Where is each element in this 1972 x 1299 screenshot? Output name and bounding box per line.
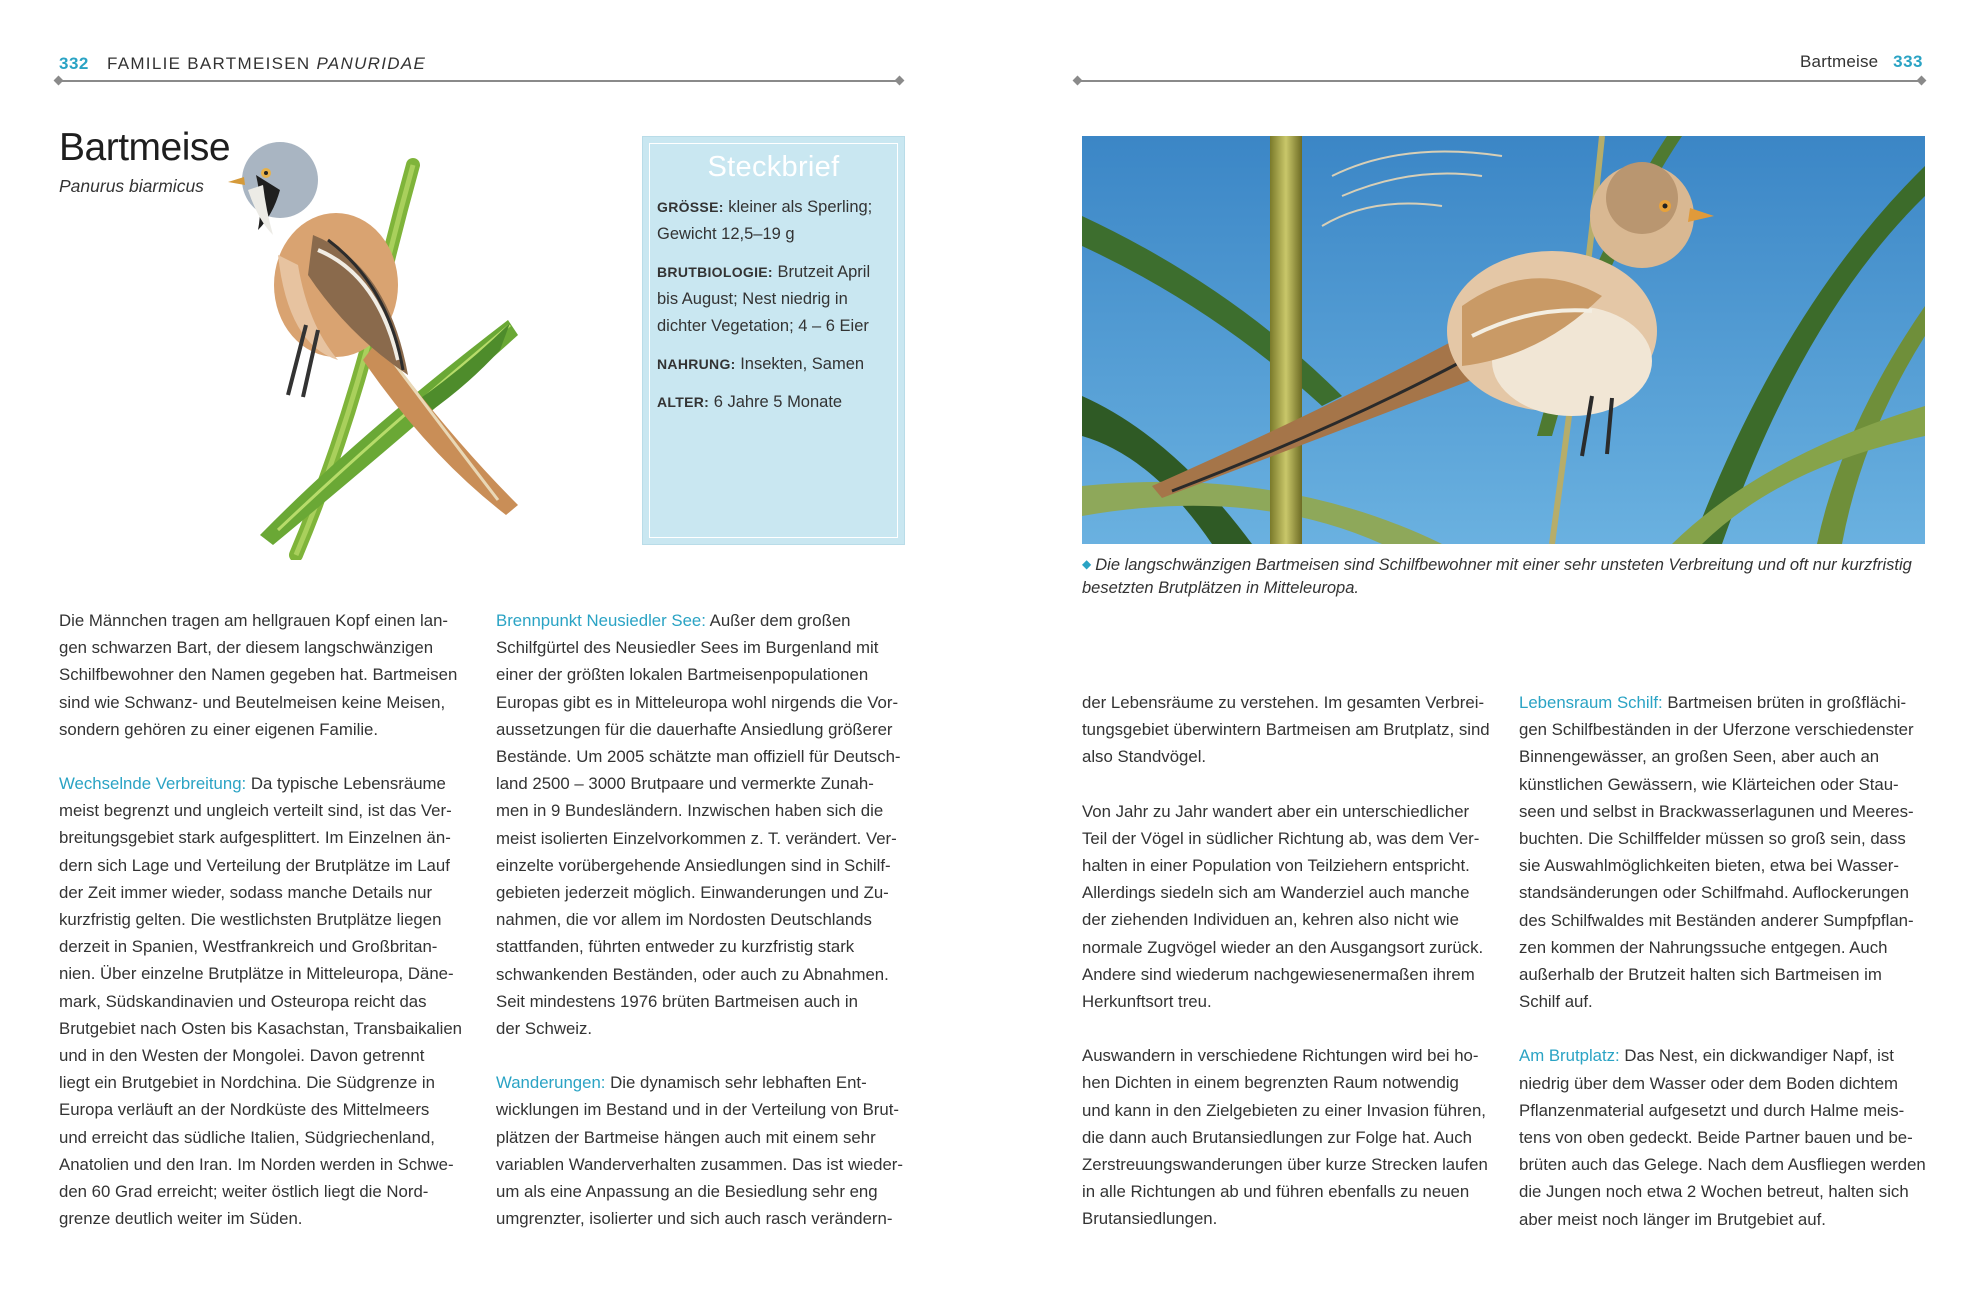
- text-line: sie Auswahlmöglichkeiten bieten, etwa bei Wasser-: [1519, 856, 1899, 876]
- bird-photo: [1082, 136, 1925, 544]
- left-header-text: FAMILIE BARTMEISEN: [106, 54, 311, 73]
- text-line: tungsgebiet überwintern Bartmeisen am Brutplatz, sind: [1082, 720, 1490, 740]
- left-header-rule: [59, 80, 899, 82]
- text-line: liegt ein Brutgebiet in Nordchina. Die Südgrenze in: [59, 1073, 435, 1093]
- text-line: variablen Wanderverhalten zusammen. Das ist wieder-: [496, 1154, 903, 1174]
- text-line: mark, Südskandinavien und Osteuropa reicht das: [59, 991, 427, 1011]
- text-line: den 60 Grad erreicht; weiter östlich liegt die Nord-: [59, 1182, 429, 1202]
- text-line: gen Schilfbeständen in der Uferzone verschiedenster: [1519, 720, 1914, 740]
- text-column-4: [1519, 689, 1929, 1260]
- text-line: um als eine Anpassung an die Besiedlung sehr eng: [496, 1182, 878, 1202]
- text-line: Pflanzenmaterial aufgesetzt und durch Halme meis-: [1519, 1100, 1905, 1120]
- text-line: Europa verläuft an der Nordküste des Mittelmeers: [59, 1100, 430, 1120]
- fact-breeding: BRUTBIOLOGIE: Brutzeit April bis August; Nest niedrig in dichter Vegetation; 4 – 6 Eier: [657, 263, 871, 335]
- text-column-3: [1082, 689, 1492, 1260]
- fact-food: NAHRUNG: Insekten, Samen: [657, 355, 865, 373]
- text-line: künstlichen Gewässern, wie Klärteichen oder Stau-: [1519, 774, 1899, 794]
- left-header-italic: PANURIDAE: [316, 54, 427, 73]
- text-line: grenze deutlich weiter im Süden.: [59, 1209, 303, 1229]
- paragraph: [59, 770, 469, 1232]
- text-line: brüten auch das Gelege. Nach dem Ausfliegen werden: [1519, 1155, 1926, 1175]
- paragraph-keyword: Brennpunkt Neusiedler See:: [496, 611, 706, 630]
- text-line: nahmen, die vor allem im Nordosten Deutschlands: [496, 910, 872, 930]
- right-header-rule: [1078, 80, 1921, 82]
- text-line: breitungsgebiet stark aufgesplittert. Im Einzelnen än-: [59, 828, 451, 848]
- text-line: standsänderungen oder Schilfmahd. Auflockerungen: [1519, 883, 1909, 903]
- text-line: aber meist noch länger im Brutgebiet auf.: [1519, 1209, 1826, 1229]
- text-line: Binnengewässer, an großen Seen, aber auch an: [1519, 747, 1880, 767]
- text-line: Herkunftsort treu.: [1082, 992, 1212, 1012]
- text-line: gebieten jederzeit möglich. Einwanderungen und Zu-: [496, 883, 889, 903]
- left-page-number: 332: [59, 54, 89, 73]
- text-line: plätzen der Bartmeise hängen auch mit einem sehr: [496, 1127, 876, 1147]
- text-line: Schilfgürtel des Neusiedler Sees im Burgenland mit: [496, 638, 879, 658]
- paragraph: [496, 1069, 906, 1232]
- text-line: hen Dichten in einem begrenzten Raum notwendig: [1082, 1073, 1459, 1093]
- paragraph: [1082, 798, 1492, 1016]
- text-line: stattfanden, führten entweder zu kurzfristig stark: [496, 937, 855, 957]
- text-line: Brutansiedlungen.: [1082, 1209, 1218, 1229]
- paragraph-keyword: Lebensraum Schilf:: [1519, 693, 1663, 712]
- paragraph: [59, 607, 469, 743]
- text-line: und kann in den Zielgebieten zu einer Invasion führen,: [1082, 1100, 1486, 1120]
- text-line: dern sich Lage und Verteilung der Brutplätze im Lauf: [59, 855, 450, 875]
- text-line: Außer dem großen: [709, 611, 851, 630]
- text-line: derzeit in Spanien, Westfrankreich und Großbritan-: [59, 937, 438, 957]
- text-line: umgrenzter, isolierter und sich auch rasch verändern-: [496, 1209, 893, 1229]
- fact-box-heading: Steckbrief: [707, 151, 840, 183]
- text-line: sind wie Schwanz- und Beutelmeisen keine Meisen,: [59, 692, 446, 712]
- text-line: niedrig über dem Wasser oder dem Boden dichtem: [1519, 1073, 1899, 1093]
- text-line: Andere sind wiederum nachgewiesenermaßen ihrem: [1082, 964, 1475, 984]
- text-line: einer der größten lokalen Bartmeisenpopulationen: [496, 665, 869, 685]
- text-line: Europas gibt es in Mitteleuropa wohl nirgends die Vor-: [496, 692, 899, 712]
- text-line: der Schweiz.: [496, 1019, 593, 1039]
- text-line: wicklungen im Bestand und in der Verteilung von Brut-: [496, 1100, 899, 1120]
- text-line: und in den Westen der Mongolei. Davon getrennt: [59, 1046, 425, 1066]
- text-line: des Schilfwaldes mit Beständen anderer Sumpfpflan-: [1519, 910, 1914, 930]
- right-running-head: [1800, 52, 1923, 72]
- text-line: halten in einer Population von Teilziehern entspricht.: [1082, 856, 1470, 876]
- fact-age: ALTER: 6 Jahre 5 Monate: [657, 393, 843, 411]
- text-line: Seit mindestens 1976 brüten Bartmeisen auch in: [496, 991, 858, 1011]
- text-line: zen kommen der Nahrungssuche entgegen. Auch: [1519, 937, 1888, 957]
- text-line: tens von oben gedeckt. Beide Partner bauen und be-: [1519, 1128, 1913, 1148]
- text-line: die Jungen noch etwa 2 Wochen betreut, halten sich: [1519, 1182, 1909, 1202]
- paragraph: [1519, 689, 1929, 1015]
- text-line: Da typische Lebensräume: [250, 774, 446, 794]
- text-line: Schilfbewohner den Namen gegeben hat. Bartmeisen: [59, 665, 458, 685]
- text-column-2: [496, 607, 906, 1259]
- paragraph-keyword: Wechselnde Verbreitung:: [59, 774, 247, 794]
- text-line: und erreicht das südliche Italien, Südgriechenland,: [59, 1127, 435, 1147]
- text-line: also Standvögel.: [1082, 747, 1207, 767]
- paragraph-keyword: Am Brutplatz:: [1519, 1046, 1620, 1066]
- text-line: Schilf auf.: [1519, 992, 1593, 1012]
- text-line: Allerdings siedeln sich am Wanderziel auch manche: [1082, 883, 1470, 903]
- text-line: außerhalb der Brutzeit halten sich Bartmeisen im: [1519, 965, 1882, 985]
- right-page-number: 333: [1893, 52, 1923, 71]
- text-line: sondern gehören zu einer eigenen Familie.: [59, 719, 379, 739]
- caption-text: Die langschwänzigen Bartmeisen sind Schilfbewohner mit einer sehr unsteten Verbreitung und oft nur kurzfristig besetzten Brutplätzen in Mitteleuropa.: [1082, 556, 1912, 597]
- paragraph: [1519, 1042, 1929, 1232]
- paragraph: [496, 607, 906, 1042]
- text-line: Die Männchen tragen am hellgrauen Kopf einen lan-: [59, 611, 449, 630]
- paragraph: [1082, 1042, 1492, 1232]
- right-header-text: Bartmeise: [1800, 52, 1879, 71]
- text-line: Bartmeisen brüten in großflächi-: [1667, 693, 1907, 712]
- text-line: einzelte vorübergehende Ansiedlungen sind in Schilf-: [496, 855, 891, 875]
- text-line: die dann auch Brutansiedlungen zur Folge hat. Auch: [1082, 1127, 1472, 1147]
- paragraph: [1082, 689, 1492, 771]
- text-line: land 2500 – 3000 Brutpaare und vermerkte Zunah-: [496, 774, 874, 794]
- text-line: schwankenden Beständen, oder auch zu Abnahmen.: [496, 964, 889, 984]
- text-line: der Lebensräume zu verstehen. Im gesamten Verbrei-: [1082, 693, 1485, 712]
- left-running-head: [59, 54, 426, 74]
- fact-box: [642, 136, 905, 545]
- bird-illustration: [218, 135, 618, 560]
- text-line: kurzfristig gelten. Die westlichsten Brutplätze liegen: [59, 910, 442, 930]
- latin-name: Panurus biarmicus: [59, 176, 204, 196]
- text-line: Anatolien und den Iran. Im Norden werden in Schwe-: [59, 1154, 454, 1174]
- text-line: Bestände. Um 2005 schätzte man offiziell für Deutsch-: [496, 747, 901, 767]
- text-column-1: [59, 607, 469, 1259]
- text-line: Die dynamisch sehr lebhaften Ent-: [610, 1073, 867, 1093]
- text-line: nien. Über einzelne Brutplätze in Mitteleuropa, Däne-: [59, 964, 454, 984]
- text-line: meist isolierten Einzelvorkommen z. T. verändert. Ver-: [496, 828, 897, 848]
- text-line: Von Jahr zu Jahr wandert aber ein unterschiedlicher: [1082, 801, 1470, 821]
- text-line: Brutgebiet nach Osten bis Kasachstan, Transbaikalien: [59, 1018, 462, 1038]
- text-line: men in 9 Bundesländern. Inzwischen haben sich die: [496, 801, 884, 821]
- text-line: meist begrenzt und ungleich verteilt sind, ist das Ver-: [59, 801, 452, 821]
- fact-size: GRÖSSE: kleiner als Sperling; Gewicht 12,5–19 g: [657, 198, 873, 243]
- text-line: Das Nest, ein dickwandiger Napf, ist: [1624, 1046, 1894, 1066]
- text-line: aussetzungen für die dauerhafte Ansiedlung größerer: [496, 719, 893, 739]
- text-line: Zerstreuungswanderungen über kurze Strecken laufen: [1082, 1155, 1488, 1175]
- text-line: normale Zugvögel wieder an den Ausgangsort zurück.: [1082, 937, 1484, 957]
- paragraph-keyword: Wanderungen:: [496, 1073, 606, 1093]
- text-line: buchten. Die Schilffelder müssen so groß sein, dass: [1519, 829, 1906, 849]
- caption-bullet-icon: ◆: [1082, 557, 1092, 571]
- text-line: gen schwarzen Bart, der diesem langschwänzigen: [59, 638, 434, 658]
- text-line: Teil der Vögel in südlicher Richtung ab, was dem Ver-: [1082, 828, 1480, 848]
- text-line: in alle Richtungen ab und führen ebenfalls zu neuen: [1082, 1182, 1470, 1202]
- text-line: der ziehenden Individuen an, kehren also nicht wie: [1082, 910, 1459, 930]
- text-line: Auswandern in verschiedene Richtungen wird bei ho-: [1082, 1046, 1479, 1066]
- text-line: der Zeit immer wieder, sodass manche Details nur: [59, 882, 433, 902]
- photo-caption: [1082, 553, 1922, 600]
- species-title: Bartmeise: [59, 126, 231, 169]
- text-line: seen und selbst in Brackwasserlagunen und Meeres-: [1519, 801, 1914, 821]
